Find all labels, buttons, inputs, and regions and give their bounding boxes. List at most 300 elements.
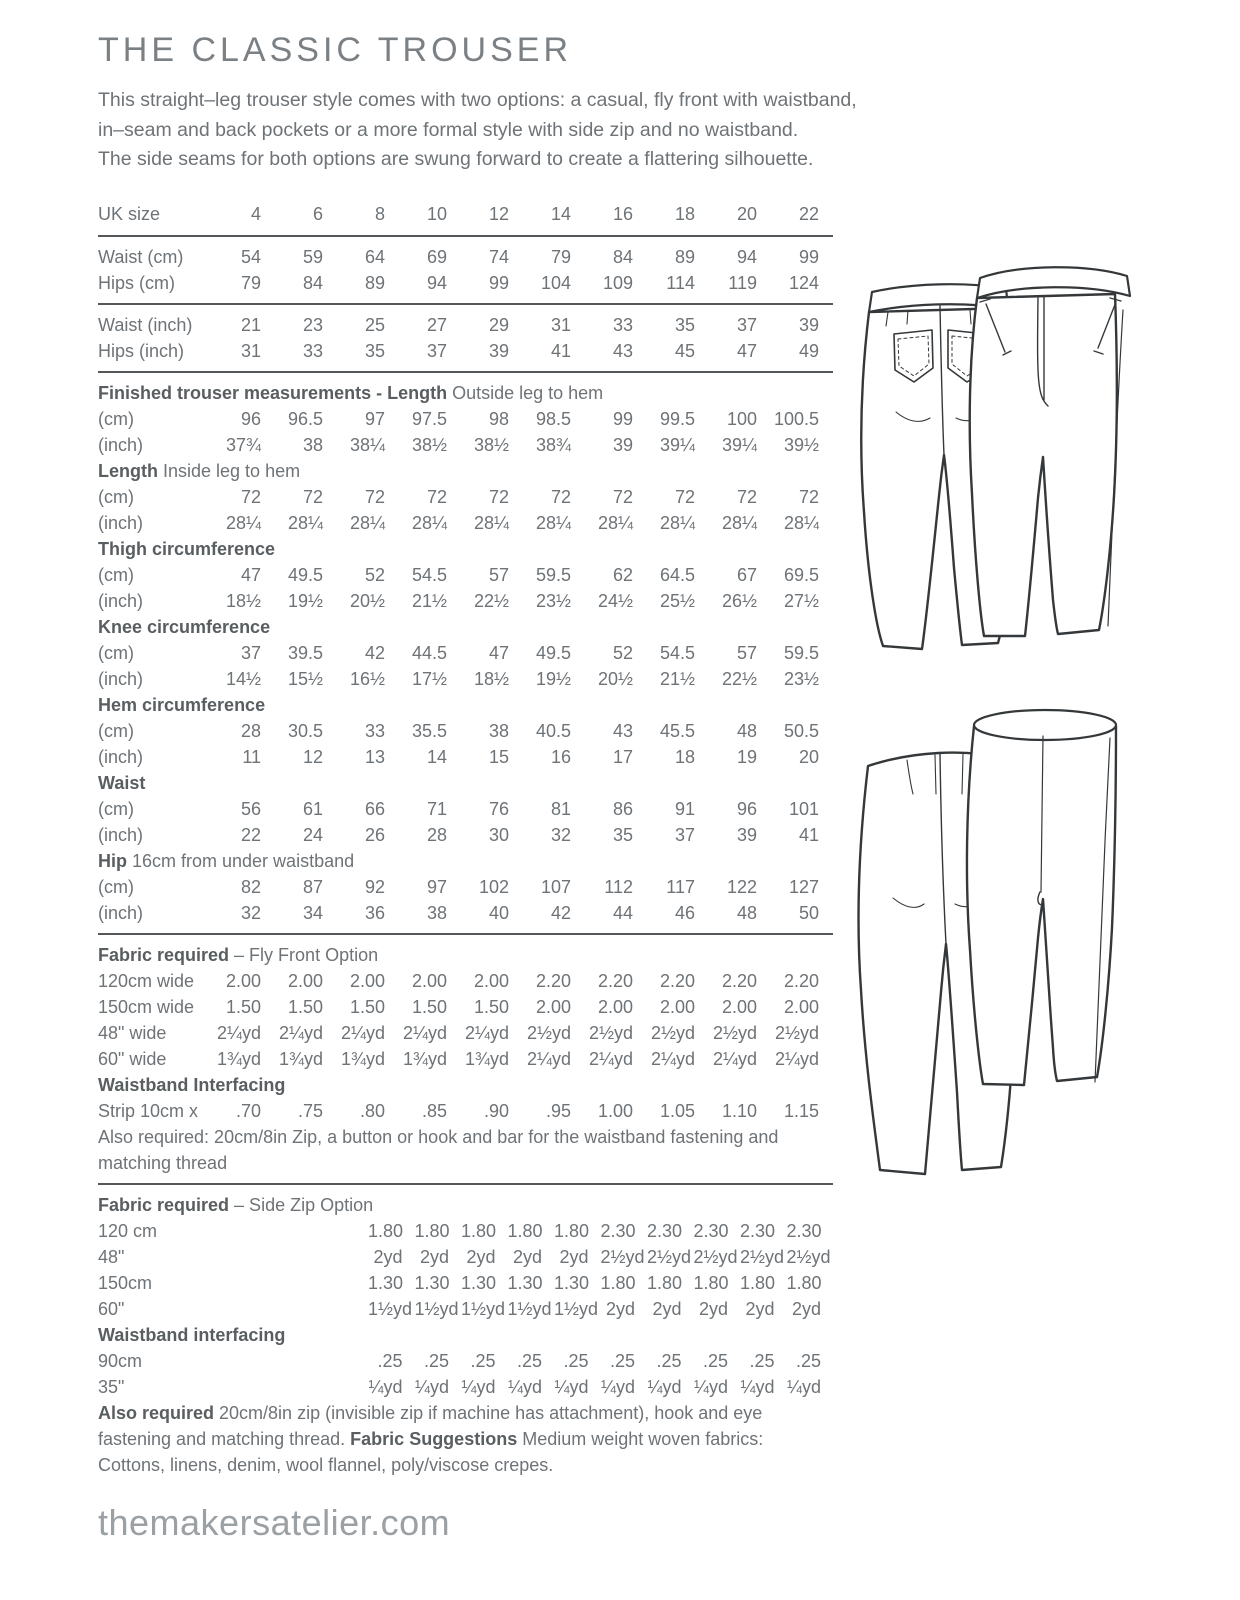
value-cell: .25 (609, 1350, 635, 1371)
value-cell: 81 (550, 798, 571, 819)
value-cell: 2.00 (659, 996, 695, 1017)
value-cell: 79 (550, 246, 571, 267)
value-cell: 47 (736, 340, 757, 361)
table-row (98, 1296, 833, 1322)
value-cell: .25 (470, 1350, 496, 1371)
trouser-front-view-drawing (970, 267, 1130, 636)
table-row (98, 968, 833, 994)
value-cell: 50.5 (783, 720, 819, 741)
page-title: THE CLASSIC TROUSER (98, 31, 573, 69)
value-cell: 79 (240, 272, 261, 293)
value-cell: 18 (674, 203, 695, 224)
value-cell: 72 (550, 486, 571, 507)
value-cell: 1½yd (554, 1298, 599, 1319)
heading-bold-text: Thigh circumference (98, 538, 276, 559)
value-cell: 38 (302, 434, 323, 455)
row-label: 150cm (98, 1272, 153, 1293)
value-cell: 21½ (411, 590, 447, 611)
value-cell: 89 (364, 272, 385, 293)
side-zip-fabric-table (98, 1218, 833, 1322)
value-cell: 94 (736, 246, 757, 267)
value-cell: 96 (240, 408, 261, 429)
row-label: (inch) (98, 668, 144, 689)
value-cell: 59 (302, 246, 323, 267)
size-table-block (98, 201, 833, 373)
value-cell: 2.00 (225, 970, 261, 991)
table-row (98, 244, 833, 270)
fly-front-fabric-table (98, 968, 833, 1072)
table-row (98, 588, 833, 614)
table-row (98, 1218, 833, 1244)
value-cell: 28 (426, 824, 447, 845)
value-cell: 87 (302, 876, 323, 897)
side-zip-heading (98, 1192, 833, 1218)
value-cell: 1.05 (659, 1100, 695, 1121)
value-cell: 2.30 (740, 1220, 776, 1241)
fly-front-note: Also required: 20cm/8in Zip, a button or hook and bar for the waistband fastening and matching thread (98, 1126, 779, 1173)
value-cell: 2.20 (659, 970, 695, 991)
value-cell: 2.00 (287, 970, 323, 991)
value-cell: 48 (736, 902, 757, 923)
value-cell: 76 (488, 798, 509, 819)
value-cell: 2yd (605, 1298, 635, 1319)
content-column (98, 0, 857, 1544)
value-cell: 47 (488, 642, 509, 663)
value-cell: 37 (240, 642, 261, 663)
value-cell: 1.80 (368, 1220, 404, 1241)
value-cell: 43 (612, 340, 633, 361)
value-cell: 33 (612, 314, 633, 335)
value-cell: 59.5 (535, 564, 571, 585)
value-cell: 33 (302, 340, 323, 361)
row-label: (cm) (98, 408, 134, 429)
value-cell: 2¼yd (278, 1022, 323, 1043)
divider (98, 235, 833, 237)
table-row (98, 874, 833, 900)
value-cell: .25 (702, 1350, 728, 1371)
hip-table (98, 874, 833, 926)
value-cell: 35 (674, 314, 695, 335)
value-cell: 59.5 (783, 642, 819, 663)
finished-measurements-block (98, 380, 833, 926)
value-cell: 1.50 (473, 996, 509, 1017)
value-cell: 28¼ (411, 512, 447, 533)
value-cell: 39 (612, 434, 633, 455)
value-cell: 100 (726, 408, 757, 429)
heading-bold-text: Hip (98, 850, 132, 871)
value-cell: 33 (364, 720, 385, 741)
value-cell: 2yd (652, 1298, 682, 1319)
description-line: The side seams for both options are swung forward to create a flattering silhouette. (98, 148, 814, 170)
value-cell: .80 (359, 1100, 385, 1121)
value-cell: 39¼ (659, 434, 695, 455)
row-label: (cm) (98, 798, 134, 819)
value-cell: 46 (674, 902, 695, 923)
uk-size-header-table (98, 201, 833, 228)
value-cell: ¼yd (647, 1376, 682, 1397)
value-cell: 35 (364, 340, 385, 361)
value-cell: 24 (302, 824, 323, 845)
value-cell: 2½yd (740, 1246, 785, 1267)
value-cell: 27½ (783, 590, 819, 611)
value-cell: 2.30 (647, 1220, 683, 1241)
description-line: in–seam and back pockets or a more formal style with side zip and no waistband. (98, 118, 799, 141)
value-cell: 1.80 (786, 1272, 822, 1293)
value-cell: 2½yd (712, 1022, 757, 1043)
value-cell: 2¼yd (774, 1048, 819, 1069)
value-cell: 2.30 (693, 1220, 729, 1241)
value-cell: 37 (674, 824, 695, 845)
row-label: 48" wide (98, 1022, 167, 1043)
value-cell: 82 (240, 876, 261, 897)
row-label: 60" wide (98, 1048, 167, 1069)
value-cell: 1.80 (554, 1220, 590, 1241)
table-row (98, 1348, 833, 1374)
side-zip-interfacing-heading: Waistband interfacing (98, 1324, 286, 1345)
value-cell: 49.5 (287, 564, 323, 585)
value-cell: .25 (377, 1350, 403, 1371)
value-cell: 28¼ (783, 512, 819, 533)
value-cell: .25 (656, 1350, 682, 1371)
value-cell: 22 (798, 203, 819, 224)
value-cell: 2.00 (535, 996, 571, 1017)
value-cell: 1.80 (507, 1220, 543, 1241)
value-cell: 2.20 (535, 970, 571, 991)
value-cell: .25 (563, 1350, 589, 1371)
value-cell: 34 (302, 902, 323, 923)
value-cell: 16 (612, 203, 633, 224)
table-row (98, 1244, 833, 1270)
value-cell: 1.50 (225, 996, 261, 1017)
value-cell: 39¼ (721, 434, 757, 455)
value-cell: 35 (612, 824, 633, 845)
value-cell: 28 (240, 720, 261, 741)
value-cell: 99.5 (659, 408, 695, 429)
value-cell: ¼yd (693, 1376, 728, 1397)
value-cell: 2¼yd (588, 1048, 633, 1069)
value-cell: 1¾yd (464, 1048, 509, 1069)
value-cell: 2.00 (721, 996, 757, 1017)
value-cell: 31 (240, 340, 261, 361)
row-label: (inch) (98, 512, 144, 533)
fly-front-fabric-block (98, 942, 833, 1176)
side-zip-trouser-illustration (853, 692, 1125, 1194)
table-row (98, 796, 833, 822)
value-cell: ¼yd (786, 1376, 821, 1397)
row-label: (inch) (98, 902, 144, 923)
value-cell: 99 (612, 408, 633, 429)
heading-regular-text: – Fly Front Option (229, 944, 379, 965)
value-cell: 28¼ (535, 512, 571, 533)
row-label: (cm) (98, 564, 134, 585)
value-cell: 43 (612, 720, 633, 741)
value-cell: 40.5 (535, 720, 571, 741)
table-row (98, 1098, 833, 1124)
table-row (98, 744, 833, 770)
value-cell: 1.80 (693, 1272, 729, 1293)
value-cell: 2yd (373, 1246, 403, 1267)
row-label: 60" (98, 1298, 125, 1319)
value-cell: 8 (374, 203, 385, 224)
value-cell: 2yd (698, 1298, 728, 1319)
value-cell: 48 (736, 720, 757, 741)
value-cell: 2.00 (597, 996, 633, 1017)
value-cell: 98 (488, 408, 509, 429)
value-cell: 104 (540, 272, 571, 293)
value-cell: 23 (302, 314, 323, 335)
value-cell: 27 (426, 314, 447, 335)
value-cell: 22½ (721, 668, 757, 689)
value-cell: 1.15 (783, 1100, 819, 1121)
value-cell: 32 (240, 902, 261, 923)
table-row (98, 270, 833, 296)
waistband-interfacing-table (98, 1098, 833, 1124)
value-cell: 18 (674, 746, 695, 767)
value-cell: 21½ (659, 668, 695, 689)
value-cell: 2.00 (473, 970, 509, 991)
value-cell: 2¼yd (650, 1048, 695, 1069)
value-cell: 72 (302, 486, 323, 507)
value-cell: 114 (666, 272, 695, 293)
heading-bold-text: Waist (98, 772, 146, 793)
value-cell: 1.10 (721, 1100, 757, 1121)
row-label: (cm) (98, 720, 134, 741)
value-cell: .95 (545, 1100, 571, 1121)
value-cell: 2½yd (774, 1022, 819, 1043)
value-cell: 26 (364, 824, 385, 845)
value-cell: 57 (488, 564, 509, 585)
value-cell: 1.80 (461, 1220, 497, 1241)
value-cell: 28¼ (225, 512, 261, 533)
value-cell: 38 (488, 720, 509, 741)
value-cell: 18½ (473, 668, 509, 689)
table-row (98, 406, 833, 432)
value-cell: 2½yd (693, 1246, 738, 1267)
value-cell: 45.5 (659, 720, 695, 741)
value-cell: 25½ (659, 590, 695, 611)
value-cell: 14½ (225, 668, 261, 689)
value-cell: 1½yd (368, 1298, 413, 1319)
value-cell: 57 (736, 642, 757, 663)
value-cell: 16 (550, 746, 571, 767)
value-cell: 2½yd (786, 1246, 831, 1267)
value-cell: 66 (364, 798, 385, 819)
thigh-table (98, 562, 833, 614)
row-label: (inch) (98, 746, 144, 767)
table-row (98, 994, 833, 1020)
section-heading-outside-leg (98, 380, 833, 406)
value-cell: 38 (426, 902, 447, 923)
value-cell: 54 (240, 246, 261, 267)
value-cell: 72 (612, 486, 633, 507)
value-cell: 1.00 (597, 1100, 633, 1121)
value-cell: 71 (426, 798, 447, 819)
value-cell: .75 (297, 1100, 323, 1121)
side-zip-note (98, 1400, 813, 1478)
heading-regular-text: – Side Zip Option (229, 1194, 374, 1215)
value-cell: 39 (736, 824, 757, 845)
heading-regular-text: 20cm/8in zip (invisible zip if machine has attachment), hook and eye fastening and matching thread. (98, 1402, 763, 1449)
value-cell: 14 (426, 746, 447, 767)
row-label: (inch) (98, 590, 144, 611)
value-cell: 28¼ (473, 512, 509, 533)
value-cell: 84 (612, 246, 633, 267)
value-cell: 17½ (411, 668, 447, 689)
value-cell: 4 (250, 203, 261, 224)
value-cell: 19½ (287, 590, 323, 611)
heading-bold-text: Fabric Suggestions (350, 1428, 518, 1449)
value-cell: 127 (788, 876, 819, 897)
fly-front-heading (98, 942, 833, 968)
value-cell: 2yd (791, 1298, 821, 1319)
value-cell: 50 (798, 902, 819, 923)
value-cell: 2½yd (650, 1022, 695, 1043)
heading-bold-text: Fabric required (98, 1194, 230, 1215)
value-cell: 1.50 (349, 996, 385, 1017)
value-cell: 86 (612, 798, 633, 819)
table-row (98, 432, 833, 458)
value-cell: 39.5 (287, 642, 323, 663)
value-cell: .70 (235, 1100, 261, 1121)
value-cell: 39 (798, 314, 819, 335)
value-cell: 41 (798, 824, 819, 845)
value-cell: 2.30 (786, 1220, 822, 1241)
value-cell: 2.20 (783, 970, 819, 991)
divider (98, 303, 833, 305)
row-label: (inch) (98, 824, 144, 845)
value-cell: 56 (240, 798, 261, 819)
table-row (98, 312, 833, 338)
value-cell: 31 (550, 314, 571, 335)
value-cell: 37¾ (225, 434, 261, 455)
value-cell: 101 (788, 798, 819, 819)
heading-bold-text: Finished trouser measurements - Length (98, 382, 453, 403)
section-heading-knee (98, 614, 833, 640)
value-cell: 36 (364, 902, 385, 923)
value-cell: 98.5 (535, 408, 571, 429)
value-cell: 19 (736, 746, 757, 767)
table-row (98, 640, 833, 666)
value-cell: 72 (364, 486, 385, 507)
value-cell: .25 (795, 1350, 821, 1371)
value-cell: 49.5 (535, 642, 571, 663)
value-cell: 2½yd (600, 1246, 645, 1267)
value-cell: 1.80 (740, 1272, 776, 1293)
value-cell: 2½yd (588, 1022, 633, 1043)
value-cell: 1.50 (287, 996, 323, 1017)
value-cell: 20½ (597, 668, 633, 689)
value-cell: 1¾yd (278, 1048, 323, 1069)
divider (98, 1183, 833, 1185)
value-cell: 47 (240, 564, 261, 585)
row-label: Strip 10cm x (98, 1100, 199, 1121)
row-label: 120 cm (98, 1220, 158, 1241)
value-cell: 37 (426, 340, 447, 361)
value-cell: 52 (612, 642, 633, 663)
section-heading-inside-leg (98, 458, 833, 484)
value-cell: 16½ (349, 668, 385, 689)
value-cell: 1.80 (600, 1272, 636, 1293)
row-label: Hips (cm) (98, 272, 175, 293)
section-heading-waist (98, 770, 833, 796)
value-cell: .90 (483, 1100, 509, 1121)
value-cell: 2yd (745, 1298, 775, 1319)
value-cell: .25 (423, 1350, 449, 1371)
value-cell: 20½ (349, 590, 385, 611)
value-cell: 112 (604, 876, 633, 897)
value-cell: ¼yd (507, 1376, 542, 1397)
value-cell: 69 (426, 246, 447, 267)
value-cell: 38½ (473, 434, 509, 455)
value-cell: 1¾yd (340, 1048, 385, 1069)
value-cell: 30 (488, 824, 509, 845)
value-cell: 14 (550, 203, 571, 224)
value-cell: 22½ (473, 590, 509, 611)
value-cell: ¼yd (461, 1376, 496, 1397)
value-cell: 1¾yd (216, 1048, 261, 1069)
value-cell: 2.00 (349, 970, 385, 991)
value-cell: 100.5 (773, 408, 819, 429)
value-cell: 72 (798, 486, 819, 507)
value-cell: 12 (302, 746, 323, 767)
value-cell: 96.5 (287, 408, 323, 429)
value-cell: 29 (488, 314, 509, 335)
row-label: 120cm wide (98, 970, 195, 991)
value-cell: 74 (488, 246, 509, 267)
row-label: 90cm (98, 1350, 143, 1371)
value-cell: 102 (478, 876, 509, 897)
value-cell: 6 (312, 203, 323, 224)
table-row (98, 1020, 833, 1046)
value-cell: 38¼ (349, 434, 385, 455)
value-cell: 22 (240, 824, 261, 845)
value-cell: 38¾ (535, 434, 571, 455)
value-cell: 39 (488, 340, 509, 361)
value-cell: 2.00 (411, 970, 447, 991)
value-cell: ¼yd (554, 1376, 589, 1397)
heading-bold-text: Fabric required (98, 944, 230, 965)
section-heading-thigh (98, 536, 833, 562)
value-cell: 94 (426, 272, 447, 293)
heading-bold-text: Knee circumference (98, 616, 271, 637)
body-cm-table (98, 244, 833, 296)
value-cell: 44.5 (411, 642, 447, 663)
value-cell: 23½ (535, 590, 571, 611)
row-label: 150cm wide (98, 996, 195, 1017)
value-cell: 2.20 (597, 970, 633, 991)
value-cell: 40 (488, 902, 509, 923)
value-cell: 117 (666, 876, 695, 897)
table-row (98, 484, 833, 510)
row-label: Waist (cm) (98, 246, 184, 267)
value-cell: 109 (602, 272, 633, 293)
value-cell: ¼yd (600, 1376, 635, 1397)
value-cell: 2yd (466, 1246, 496, 1267)
table-row (98, 562, 833, 588)
row-label: (cm) (98, 486, 134, 507)
fly-front-trouser-illustration (858, 248, 1140, 660)
value-cell: 45 (674, 340, 695, 361)
value-cell: 54.5 (659, 642, 695, 663)
waist-table (98, 796, 833, 848)
value-cell: 2yd (419, 1246, 449, 1267)
value-cell: 2.30 (600, 1220, 636, 1241)
row-label: (cm) (98, 642, 134, 663)
section-heading-hem (98, 692, 833, 718)
value-cell: 122 (726, 876, 757, 897)
value-cell: 1½yd (414, 1298, 459, 1319)
value-cell: 32 (550, 824, 571, 845)
